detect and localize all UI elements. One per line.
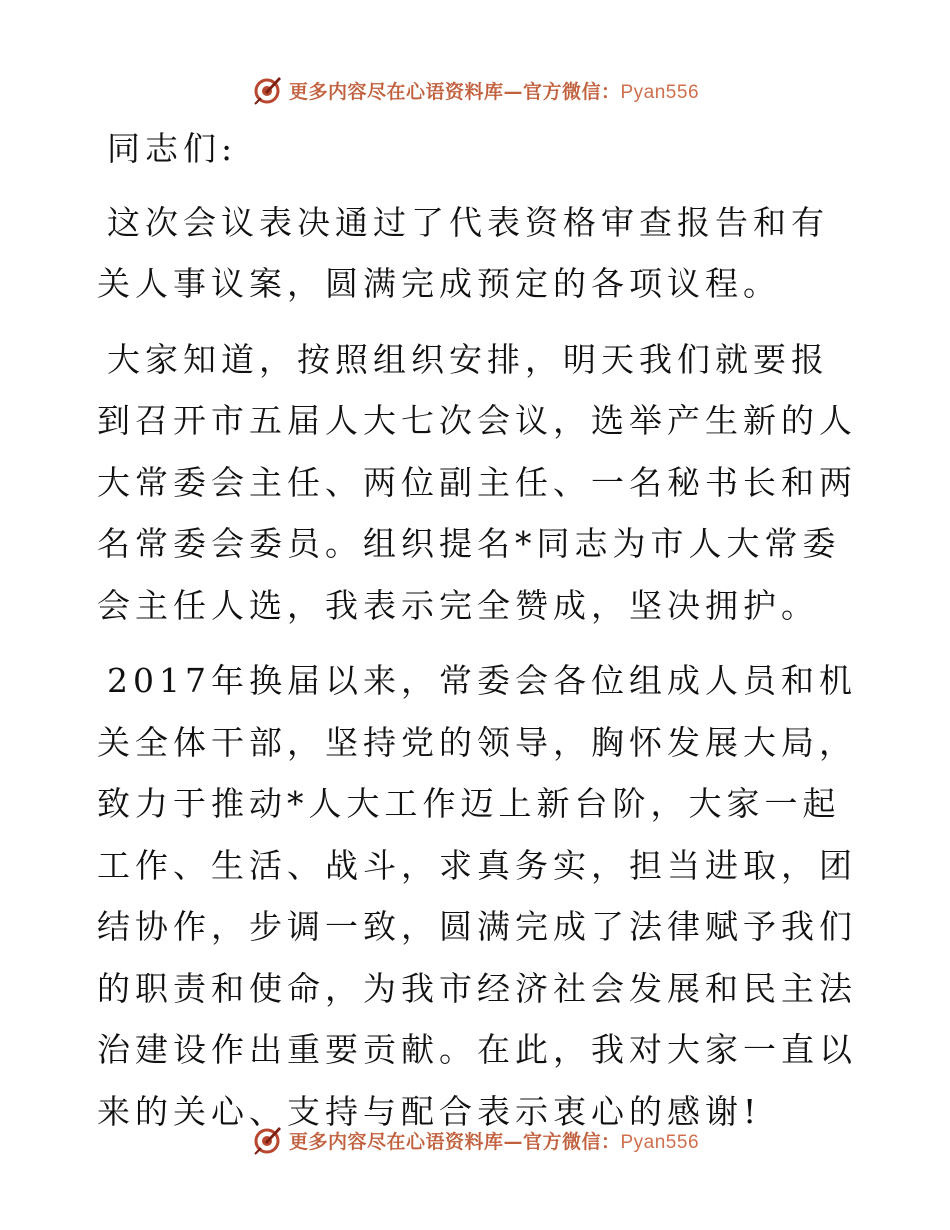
greeting: 同志们: (107, 129, 238, 168)
header-watermark-banner (0, 70, 950, 110)
watermark-contact: Pyan556 (620, 81, 700, 103)
watermark-text (289, 1127, 699, 1154)
quill-seal-icon (251, 74, 283, 106)
document-body (97, 118, 857, 1156)
watermark-label: 更多内容尽在心语资料库—官方微信： (288, 80, 621, 103)
paragraph-1: 这次会议表决通过了代表资格审查报告和有关人事议案，圆满完成预定的各项议程。 (97, 202, 829, 303)
quill-seal-icon (251, 1124, 283, 1156)
paragraph-2: 大家知道，按照组织安排，明天我们就要报到召开市五届人大七次会议，选举产生新的人大常委会主任、两位副主任、一名秘书长和两名常委会委员。组织提名*同志为市人大常委会主任人选，我表示完全赞成，坚决拥护。 (97, 339, 857, 625)
watermark-contact: Pyan556 (620, 1131, 700, 1153)
paragraph-3: 2017年换届以来，常委会各位组成人员和机关全体干部，坚持党的领导，胸怀发展大局，致力于推动*人大工作迈上新台阶，大家一起工作、生活、战斗，求真务实，担当进取，团结协作，步调一致，圆满完成了法律赋予我们的职责和使命，为我市经济社会发展和民主法治建设作出重要贡献。在此，我对大家一直以来的关心、支持与配合表示衷心的感谢! (97, 661, 857, 1131)
footer-watermark-banner (0, 1120, 950, 1160)
watermark-text (289, 77, 699, 104)
watermark-label: 更多内容尽在心语资料库—官方微信： (288, 1130, 621, 1153)
